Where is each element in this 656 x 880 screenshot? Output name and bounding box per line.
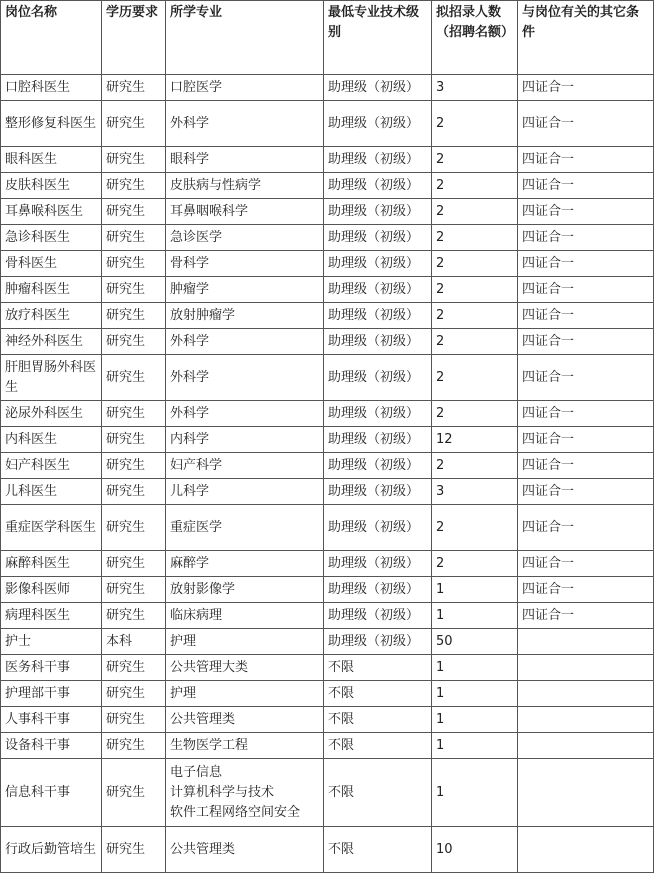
other-conditions-cell bbox=[518, 681, 654, 707]
header-row bbox=[1, 1, 654, 75]
major-cell: 护理 bbox=[166, 629, 324, 655]
major-cell: 公共管理大类 bbox=[166, 655, 324, 681]
post-name-cell: 儿科医生 bbox=[1, 479, 102, 505]
other-conditions-cell: 四证合一 bbox=[518, 75, 654, 101]
header-other-conditions: 与岗位有关的其它条件 bbox=[518, 1, 654, 75]
table-row bbox=[1, 759, 654, 827]
table-row bbox=[1, 603, 654, 629]
major-cell: 生物医学工程 bbox=[166, 733, 324, 759]
major-cell: 电子信息 计算机科学与技术 软件工程网络空间安全 bbox=[166, 759, 324, 827]
min-level-cell: 不限 bbox=[324, 655, 432, 681]
education-cell: 研究生 bbox=[102, 603, 166, 629]
other-conditions-cell: 四证合一 bbox=[518, 277, 654, 303]
quota-cell: 1 bbox=[432, 759, 518, 827]
min-level-cell: 助理级（初级） bbox=[324, 603, 432, 629]
other-conditions-cell: 四证合一 bbox=[518, 505, 654, 551]
major-cell: 外科学 bbox=[166, 401, 324, 427]
min-level-cell: 助理级（初级） bbox=[324, 577, 432, 603]
other-conditions-cell: 四证合一 bbox=[518, 479, 654, 505]
other-conditions-cell: 四证合一 bbox=[518, 173, 654, 199]
min-level-cell: 助理级（初级） bbox=[324, 75, 432, 101]
quota-cell: 1 bbox=[432, 655, 518, 681]
other-conditions-cell: 四证合一 bbox=[518, 603, 654, 629]
table-row bbox=[1, 251, 654, 277]
quota-cell: 2 bbox=[432, 505, 518, 551]
major-cell: 放射肿瘤学 bbox=[166, 303, 324, 329]
education-cell: 研究生 bbox=[102, 733, 166, 759]
post-name-cell: 皮肤科医生 bbox=[1, 173, 102, 199]
table-row bbox=[1, 303, 654, 329]
table-row bbox=[1, 505, 654, 551]
header-education: 学历要求 bbox=[102, 1, 166, 75]
min-level-cell: 助理级（初级） bbox=[324, 355, 432, 401]
quota-cell: 1 bbox=[432, 603, 518, 629]
other-conditions-cell: 四证合一 bbox=[518, 101, 654, 147]
major-cell: 皮肤病与性病学 bbox=[166, 173, 324, 199]
table-row bbox=[1, 479, 654, 505]
post-name-cell: 急诊科医生 bbox=[1, 225, 102, 251]
education-cell: 研究生 bbox=[102, 505, 166, 551]
post-name-cell: 医务科干事 bbox=[1, 655, 102, 681]
min-level-cell: 助理级（初级） bbox=[324, 479, 432, 505]
post-name-cell: 护士 bbox=[1, 629, 102, 655]
min-level-cell: 助理级（初级） bbox=[324, 401, 432, 427]
other-conditions-cell: 四证合一 bbox=[518, 225, 654, 251]
quota-cell: 12 bbox=[432, 427, 518, 453]
min-level-cell: 助理级（初级） bbox=[324, 329, 432, 355]
min-level-cell: 助理级（初级） bbox=[324, 173, 432, 199]
post-name-cell: 护理部干事 bbox=[1, 681, 102, 707]
quota-cell: 2 bbox=[432, 199, 518, 225]
education-cell: 研究生 bbox=[102, 401, 166, 427]
major-cell: 急诊医学 bbox=[166, 225, 324, 251]
min-level-cell: 助理级（初级） bbox=[324, 453, 432, 479]
post-name-cell: 行政后勤管培生 bbox=[1, 827, 102, 873]
other-conditions-cell bbox=[518, 629, 654, 655]
quota-cell: 2 bbox=[432, 303, 518, 329]
quota-cell: 3 bbox=[432, 479, 518, 505]
post-name-cell: 影像科医师 bbox=[1, 577, 102, 603]
major-cell: 内科学 bbox=[166, 427, 324, 453]
other-conditions-cell: 四证合一 bbox=[518, 427, 654, 453]
post-name-cell: 重症医学科医生 bbox=[1, 505, 102, 551]
min-level-cell: 不限 bbox=[324, 681, 432, 707]
major-cell: 儿科学 bbox=[166, 479, 324, 505]
quota-cell: 2 bbox=[432, 101, 518, 147]
quota-cell: 2 bbox=[432, 225, 518, 251]
major-cell: 外科学 bbox=[166, 329, 324, 355]
education-cell: 研究生 bbox=[102, 251, 166, 277]
major-cell: 骨科学 bbox=[166, 251, 324, 277]
major-cell: 外科学 bbox=[166, 355, 324, 401]
quota-cell: 2 bbox=[432, 147, 518, 173]
major-cell: 放射影像学 bbox=[166, 577, 324, 603]
table-row bbox=[1, 329, 654, 355]
education-cell: 研究生 bbox=[102, 427, 166, 453]
major-cell: 公共管理类 bbox=[166, 827, 324, 873]
table-row bbox=[1, 551, 654, 577]
min-level-cell: 助理级（初级） bbox=[324, 505, 432, 551]
quota-cell: 2 bbox=[432, 551, 518, 577]
post-name-cell: 泌尿外科医生 bbox=[1, 401, 102, 427]
major-cell: 耳鼻咽喉科学 bbox=[166, 199, 324, 225]
education-cell: 研究生 bbox=[102, 355, 166, 401]
quota-cell: 2 bbox=[432, 173, 518, 199]
header-quota: 拟招录人数（招聘名额） bbox=[432, 1, 518, 75]
post-name-cell: 信息科干事 bbox=[1, 759, 102, 827]
education-cell: 研究生 bbox=[102, 453, 166, 479]
quota-cell: 50 bbox=[432, 629, 518, 655]
post-name-cell: 眼科医生 bbox=[1, 147, 102, 173]
min-level-cell: 助理级（初级） bbox=[324, 225, 432, 251]
major-cell: 眼科学 bbox=[166, 147, 324, 173]
education-cell: 研究生 bbox=[102, 827, 166, 873]
min-level-cell: 助理级（初级） bbox=[324, 147, 432, 173]
major-cell: 护理 bbox=[166, 681, 324, 707]
table-row bbox=[1, 655, 654, 681]
other-conditions-cell: 四证合一 bbox=[518, 147, 654, 173]
post-name-cell: 整形修复科医生 bbox=[1, 101, 102, 147]
header-min-level: 最低专业技术级别 bbox=[324, 1, 432, 75]
education-cell: 研究生 bbox=[102, 329, 166, 355]
min-level-cell: 助理级（初级） bbox=[324, 551, 432, 577]
min-level-cell: 助理级（初级） bbox=[324, 427, 432, 453]
major-cell: 麻醉学 bbox=[166, 551, 324, 577]
table-row bbox=[1, 733, 654, 759]
quota-cell: 2 bbox=[432, 355, 518, 401]
quota-cell: 2 bbox=[432, 401, 518, 427]
table-row bbox=[1, 629, 654, 655]
min-level-cell: 不限 bbox=[324, 733, 432, 759]
education-cell: 研究生 bbox=[102, 147, 166, 173]
post-name-cell: 肝胆胃肠外科医生 bbox=[1, 355, 102, 401]
education-cell: 研究生 bbox=[102, 303, 166, 329]
education-cell: 研究生 bbox=[102, 551, 166, 577]
table-row bbox=[1, 681, 654, 707]
post-name-cell: 人事科干事 bbox=[1, 707, 102, 733]
major-cell: 临床病理 bbox=[166, 603, 324, 629]
table-row bbox=[1, 427, 654, 453]
min-level-cell: 不限 bbox=[324, 827, 432, 873]
other-conditions-cell: 四证合一 bbox=[518, 303, 654, 329]
quota-cell: 1 bbox=[432, 577, 518, 603]
other-conditions-cell: 四证合一 bbox=[518, 551, 654, 577]
table-row bbox=[1, 277, 654, 303]
education-cell: 研究生 bbox=[102, 225, 166, 251]
table-row bbox=[1, 147, 654, 173]
min-level-cell: 助理级（初级） bbox=[324, 277, 432, 303]
major-cell: 重症医学 bbox=[166, 505, 324, 551]
post-name-cell: 口腔科医生 bbox=[1, 75, 102, 101]
table-row bbox=[1, 225, 654, 251]
min-level-cell: 助理级（初级） bbox=[324, 303, 432, 329]
post-name-cell: 病理科医生 bbox=[1, 603, 102, 629]
post-name-cell: 耳鼻喉科医生 bbox=[1, 199, 102, 225]
other-conditions-cell: 四证合一 bbox=[518, 577, 654, 603]
other-conditions-cell: 四证合一 bbox=[518, 401, 654, 427]
table-row bbox=[1, 453, 654, 479]
post-name-cell: 放疗科医生 bbox=[1, 303, 102, 329]
major-cell: 外科学 bbox=[166, 101, 324, 147]
table-row bbox=[1, 75, 654, 101]
post-name-cell: 麻醉科医生 bbox=[1, 551, 102, 577]
quota-cell: 1 bbox=[432, 733, 518, 759]
other-conditions-cell bbox=[518, 827, 654, 873]
header-major: 所学专业 bbox=[166, 1, 324, 75]
table-row bbox=[1, 199, 654, 225]
post-name-cell: 妇产科医生 bbox=[1, 453, 102, 479]
quota-cell: 2 bbox=[432, 329, 518, 355]
quota-cell: 3 bbox=[432, 75, 518, 101]
quota-cell: 2 bbox=[432, 453, 518, 479]
major-cell: 公共管理类 bbox=[166, 707, 324, 733]
education-cell: 研究生 bbox=[102, 277, 166, 303]
table-row bbox=[1, 577, 654, 603]
education-cell: 研究生 bbox=[102, 479, 166, 505]
quota-cell: 2 bbox=[432, 277, 518, 303]
major-cell: 妇产科学 bbox=[166, 453, 324, 479]
table-row bbox=[1, 173, 654, 199]
table-row bbox=[1, 355, 654, 401]
major-cell: 口腔医学 bbox=[166, 75, 324, 101]
post-name-cell: 骨科医生 bbox=[1, 251, 102, 277]
other-conditions-cell: 四证合一 bbox=[518, 329, 654, 355]
quota-cell: 1 bbox=[432, 681, 518, 707]
quota-cell: 1 bbox=[432, 707, 518, 733]
quota-cell: 2 bbox=[432, 251, 518, 277]
table-row bbox=[1, 401, 654, 427]
education-cell: 研究生 bbox=[102, 75, 166, 101]
other-conditions-cell: 四证合一 bbox=[518, 199, 654, 225]
education-cell: 研究生 bbox=[102, 655, 166, 681]
table-row bbox=[1, 827, 654, 873]
post-name-cell: 肿瘤科医生 bbox=[1, 277, 102, 303]
post-name-cell: 设备科干事 bbox=[1, 733, 102, 759]
other-conditions-cell: 四证合一 bbox=[518, 251, 654, 277]
min-level-cell: 助理级（初级） bbox=[324, 251, 432, 277]
table-row bbox=[1, 101, 654, 147]
other-conditions-cell bbox=[518, 759, 654, 827]
education-cell: 研究生 bbox=[102, 199, 166, 225]
quota-cell: 10 bbox=[432, 827, 518, 873]
post-name-cell: 内科医生 bbox=[1, 427, 102, 453]
min-level-cell: 助理级（初级） bbox=[324, 101, 432, 147]
header-post-name: 岗位名称 bbox=[1, 1, 102, 75]
min-level-cell: 助理级（初级） bbox=[324, 199, 432, 225]
education-cell: 研究生 bbox=[102, 707, 166, 733]
education-cell: 本科 bbox=[102, 629, 166, 655]
min-level-cell: 不限 bbox=[324, 759, 432, 827]
education-cell: 研究生 bbox=[102, 577, 166, 603]
table-row bbox=[1, 707, 654, 733]
min-level-cell: 不限 bbox=[324, 707, 432, 733]
min-level-cell: 助理级（初级） bbox=[324, 629, 432, 655]
other-conditions-cell bbox=[518, 733, 654, 759]
education-cell: 研究生 bbox=[102, 101, 166, 147]
other-conditions-cell bbox=[518, 655, 654, 681]
other-conditions-cell: 四证合一 bbox=[518, 453, 654, 479]
education-cell: 研究生 bbox=[102, 759, 166, 827]
education-cell: 研究生 bbox=[102, 173, 166, 199]
other-conditions-cell bbox=[518, 707, 654, 733]
other-conditions-cell: 四证合一 bbox=[518, 355, 654, 401]
education-cell: 研究生 bbox=[102, 681, 166, 707]
major-cell: 肿瘤学 bbox=[166, 277, 324, 303]
post-name-cell: 神经外科医生 bbox=[1, 329, 102, 355]
